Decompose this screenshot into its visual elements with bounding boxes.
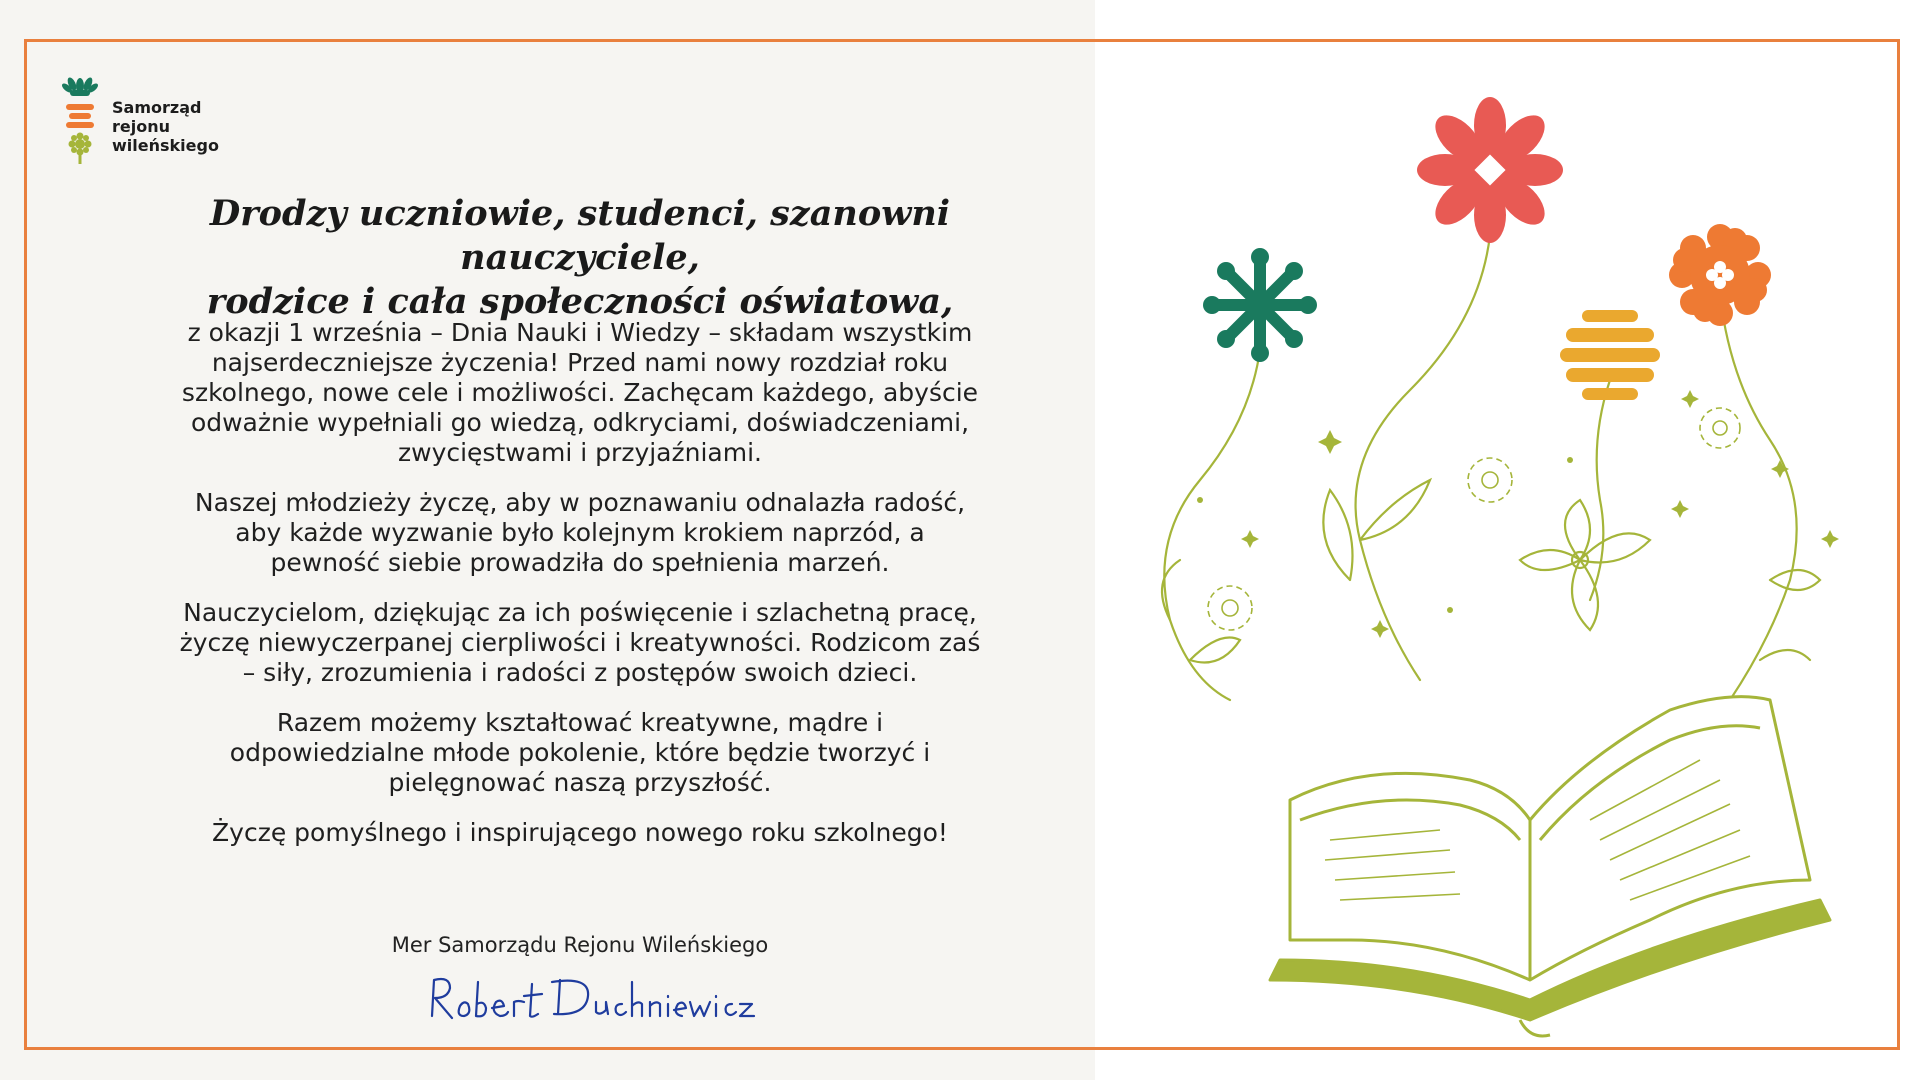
- flower-icon: [1560, 310, 1660, 400]
- paragraph-1: z okazji 1 września – Dnia Nauki i Wiedzy – składam wszystkim najserdeczniejsze życzenia! Przed nami nowy rozdział roku szkolnego, nowe cele i możliwości. Zachęcam każdego, abyście odważnie wypełniali go wiedzą, odkryciami, doświadczeniami, zwycięstwami i przyjaźniami.: [181, 318, 979, 467]
- book-flowers-illustration: [1110, 60, 1900, 1040]
- paragraph-5: Życzę pomyślnego i inspirującego nowego roku szkolnego!: [212, 818, 948, 847]
- paragraph-4: Razem możemy kształtować kreatywne, mądre i odpowiedzialne młode pokolenie, które będzie tworzyć i pielęgnować naszą przyszłość.: [229, 708, 931, 797]
- leaf-icon: [1360, 480, 1430, 540]
- sparkle-icon: [1197, 390, 1839, 638]
- letter-body: [90, 318, 1070, 868]
- leaf-icon: [1190, 638, 1240, 663]
- flower-icon: [1417, 97, 1563, 243]
- greeting-heading: Drodzy uczniowie, studenci, szanowni nauczyciele, rodzice i cała społeczności oświatowa,: [206, 193, 954, 322]
- book-icon: [1270, 697, 1830, 1036]
- leaf-icon: [1323, 490, 1352, 580]
- flower-icon: [1669, 224, 1771, 326]
- stem-red: [1356, 235, 1490, 680]
- organization-name: Samorząd rejonu wileńskiego: [112, 98, 219, 155]
- handwritten-signature: [420, 968, 760, 1028]
- organization-logo: [62, 66, 242, 176]
- flower-icon: [1208, 408, 1740, 630]
- paragraph-2: Naszej młodzieży życzę, aby w poznawaniu odnalazła radość, aby każde wyzwanie było kolejnym krokiem naprzód, a pewność siebie prowadziła do spełnienia marzeń.: [194, 488, 966, 577]
- stem-yellow: [1590, 380, 1610, 600]
- logo-mark-icon: [62, 66, 102, 176]
- flower-icon: [1520, 500, 1650, 630]
- flower-icon: [1203, 248, 1317, 362]
- signature-title: Mer Samorządu Rejonu Wileńskiego: [391, 933, 769, 957]
- stem-orange: [1720, 295, 1797, 700]
- stem-green: [1164, 350, 1260, 700]
- paragraph-3: Nauczycielom, dziękując za ich poświęcenie i szlachetną pracę, życzę niewyczerpanej cierpliwości i kreatywności. Rodzicom zaś – siły, zrozumienia i radości z postępów swoich dzieci.: [179, 598, 981, 687]
- leaf-icon: [1770, 570, 1820, 590]
